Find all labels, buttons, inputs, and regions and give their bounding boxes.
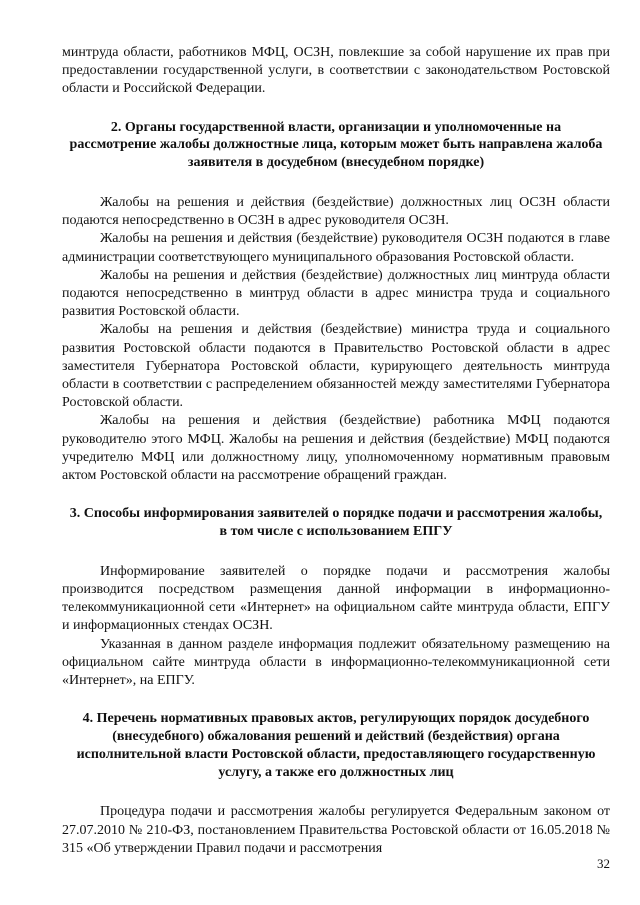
section-4-paragraph: Процедура подачи и рассмотрения жалобы регулируется Федеральным законом от 27.07.2010 № 210-ФЗ, постановлением Правительства Ростовской области от 16.05.2018 № 315 «Об утверждении Правил подачи и рассмотрения	[62, 804, 610, 856]
section-2-paragraph: Жалобы на решения и действия (бездействие) должностных лиц ОСЗН области подаются непосредственно в ОСЗН в адрес руководителя ОСЗН.	[62, 195, 610, 229]
section-2-paragraph: Жалобы на решения и действия (бездействие) должностных лиц минтруда области подаются непосредственно в минтруд области в адрес министра труда и социального развития Ростовской области.	[62, 267, 610, 320]
section-3-paragraph: Информирование заявителей о порядке подачи и рассмотрения жалобы производится посредством размещения данной информации в информационно-телекоммуникационной сети «Интернет» на официальном сайте минтруда области, ЕПГУ и информационных стендах ОСЗН.	[62, 563, 610, 634]
section-2-heading: 2. Органы государственной власти, организации и уполномоченные на рассмотрение жалобы должностные лица, которым может быть направлена жалоба заявителя в досудебном (внесудебном порядке)	[69, 119, 603, 171]
section-2-paragraph: Жалобы на решения и действия (бездействие) руководителя ОСЗН подаются в главе администрации соответствующего муниципального образования Ростовской области.	[62, 231, 610, 265]
section-2-paragraph: Жалобы на решения и действия (бездействие) работника МФЦ подаются руководителю этого МФЦ. Жалобы на решения и действия (бездействие) МФЦ подаются учредителю МФЦ или должностному лицу, уполномоченному нормативным правовым актом Ростовской области на рассмотрение обращений граждан.	[62, 413, 610, 484]
section-4-heading: 4. Перечень нормативных правовых актов, регулирующих порядок досудебного (внесудебного) обжалования решений и действий (бездействия) органа исполнительной власти Ростовской области, предоставляющего государственную услугу, а также его должностных лиц	[76, 711, 596, 780]
section-3-heading: 3. Способы информирования заявителей о порядке подачи и рассмотрения жалобы, в том числе с использованием ЕПГУ	[69, 506, 603, 540]
intro-paragraph: минтруда области, работников МФЦ, ОСЗН, повлекшие за собой нарушение их прав при предоставлении государственной услуги, в соответствии с законодательством Ростовской области и Российской Федерации.	[62, 45, 610, 97]
document-page	[62, 44, 610, 858]
page-number: 32	[597, 856, 610, 871]
section-2-paragraph: Жалобы на решения и действия (бездействие) министра труда и социального развития Ростовской области подаются в Правительство Ростовской области в адрес заместителя Губернатора Ростовской области, курирующего деятельность минтруда области в соответствии с распределением обязанностей между заместителями Губернатора Ростовской области.	[62, 322, 610, 411]
section-3-paragraph: Указанная в данном разделе информация подлежит обязательному размещению на официальном сайте минтруда области в информационно-телекоммуникационной сети «Интернет», на ЕПГУ.	[62, 636, 610, 689]
